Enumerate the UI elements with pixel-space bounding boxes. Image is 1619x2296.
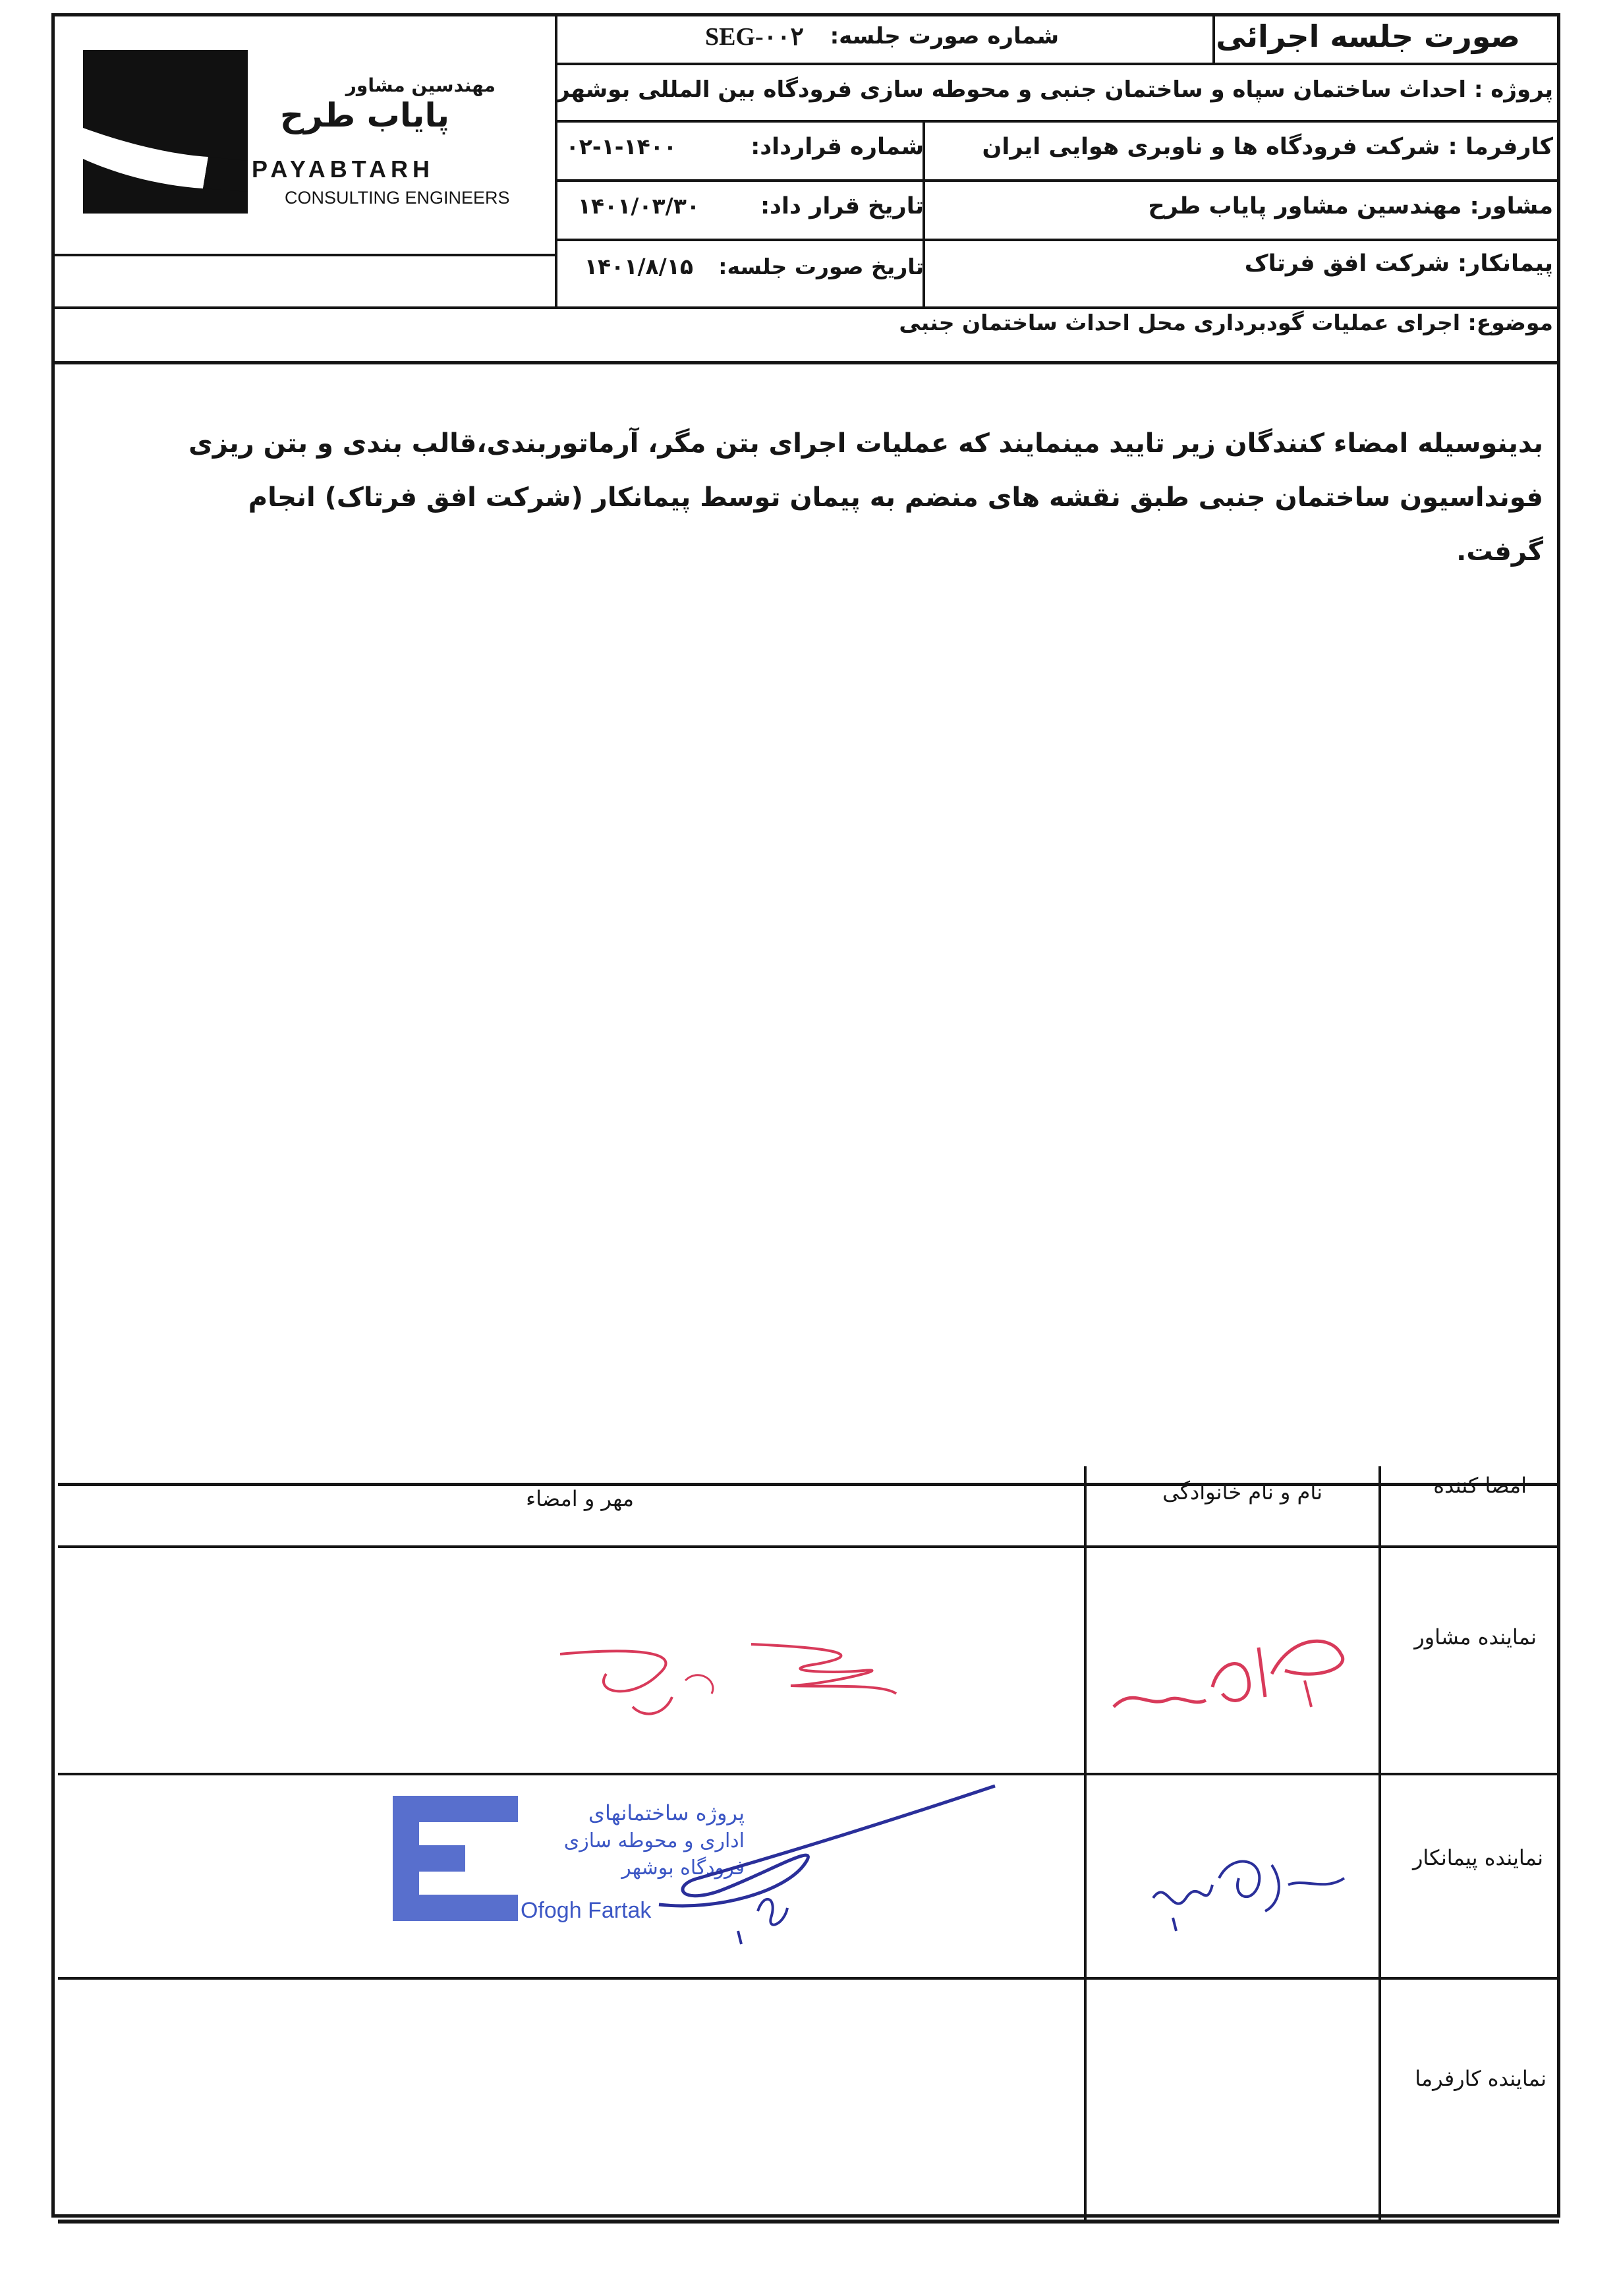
subject-bottom-line	[51, 361, 1560, 364]
col-fullname: نام و نام خانوادگی	[1162, 1479, 1322, 1505]
role-employer: نماینده کارفرما	[1415, 2066, 1547, 2091]
signature-header-bottom	[58, 1545, 1559, 1548]
role-consultant: نماینده مشاور	[1414, 1624, 1537, 1650]
signature-col-divider	[1378, 1466, 1381, 2221]
logo-en-name: PAYABTARH	[252, 156, 435, 183]
col-stamp-signature: مهر و امضاء	[526, 1486, 634, 1511]
stamp-line-2: اداری و محوطه سازی	[563, 1829, 745, 1852]
logo-fa-small: مهندسین مشاور	[345, 74, 496, 96]
header-row-line	[555, 239, 1560, 241]
contract-date-value: ۱۴۰۱/۰۳/۳۰	[577, 193, 700, 219]
handwritten-name-contractor	[1147, 1839, 1364, 1944]
contract-number-value: ۰۲-۱-۱۴۰۰	[565, 134, 677, 159]
contractor-line: پیمانکار: شرکت افق فرتاک	[1244, 250, 1553, 277]
signature-table-top	[58, 1483, 1559, 1486]
header-row-line	[555, 179, 1560, 182]
stamp-line-1: پروژه ساختمانهای	[588, 1800, 745, 1825]
logo-swoosh-icon	[83, 50, 248, 214]
signature-col-divider	[1084, 1466, 1087, 2221]
employer-line: کارفرما : شرکت فرودگاه ها و ناوبری هوایی ایران	[982, 134, 1553, 160]
subject-line: موضوع: اجرای عملیات گودبرداری محل احداث ساختمان جنبی	[899, 310, 1553, 335]
header-divider	[555, 13, 557, 306]
contract-number-label: شماره قرارداد:	[751, 134, 924, 160]
minutes-date-label: تاریخ صورت جلسه:	[718, 254, 924, 279]
minutes-date-value: ۱۴۰۱/۸/۱۵	[584, 254, 693, 279]
body-paragraph: بدینوسیله امضاء کنندگان زیر تایید مینمایند که عملیات اجرای بتن مگر، آرماتوربندی،قالب بندی و بتن ریزی فونداسیون ساختمان جنبی طبق نقشه های منضم به پیمان توسط پیمانکار (شرکت افق فرتاک) انجام گرفت.	[188, 428, 1543, 567]
minutes-number-label: شماره صورت جلسه:	[830, 23, 1059, 49]
logo-en-subtitle: CONSULTING ENGINEERS	[285, 188, 510, 208]
role-contractor: نماینده پیمانکار	[1412, 1845, 1543, 1870]
payabtarh-logo-mark	[83, 50, 248, 214]
consultant-line: مشاور: مهندسین مشاور پایاب طرح	[1148, 193, 1553, 219]
handwritten-name-consultant	[1107, 1608, 1357, 1727]
project-line: پروژه : احداث ساختمان سپاه و ساختمان جنبی و محوطه سازی فرودگاه بین المللی بوشهر	[557, 76, 1553, 103]
header-row-line	[555, 120, 1560, 123]
col-signer: امضا کننده	[1433, 1473, 1527, 1498]
logo-fa-large: پایاب طرح	[280, 96, 449, 134]
stamp-line-3: فرودگاه بوشهر	[621, 1856, 745, 1880]
signature-table-bottom	[58, 2220, 1559, 2224]
signature-row-line	[58, 1977, 1559, 1980]
ofogh-fartak-stamp-logo	[393, 1796, 518, 1921]
minutes-number-value: SEG-۰۰۲	[705, 23, 804, 51]
header-bottom-line	[51, 306, 1560, 309]
document-title: صورت جلسه اجرائی	[1216, 18, 1520, 54]
signature-row-line	[58, 1773, 1559, 1775]
title-divider	[1212, 13, 1215, 63]
contract-date-label: تاریخ قرار داد:	[760, 193, 924, 219]
consultant-signature	[554, 1634, 909, 1740]
header-row-line	[555, 63, 1560, 65]
logo-box-line	[51, 254, 556, 256]
contractor-signature	[619, 1779, 1002, 1951]
stamp-logo-icon	[393, 1796, 518, 1921]
stamp-brand: Ofogh Fartak	[521, 1898, 652, 1923]
